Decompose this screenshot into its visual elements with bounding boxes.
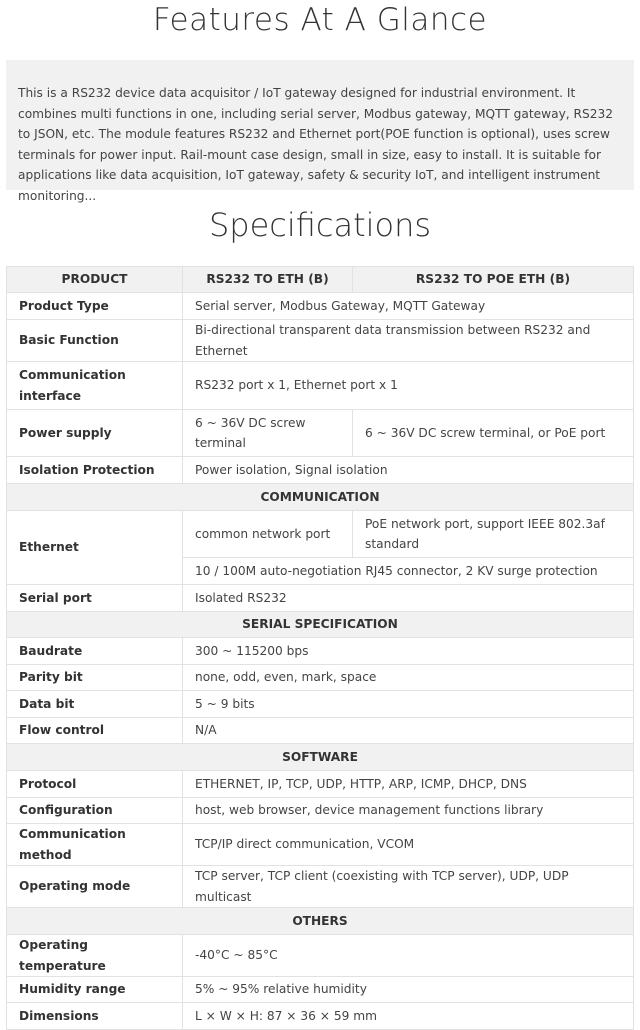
table-row <box>7 866 634 908</box>
row-value: ETHERNET, IP, TCP, UDP, HTTP, ARP, ICMP, DHCP, DNS <box>183 771 634 798</box>
section-label: SERIAL SPECIFICATION <box>7 612 634 638</box>
row-value: Serial server, Modbus Gateway, MQTT Gateway <box>183 293 634 320</box>
table-row <box>7 935 634 977</box>
intro-text: This is a RS232 device data acquisitor / IoT gateway designed for industrial environment. It combines multi functions in one, including serial server, Modbus gateway, MQTT gateway, RS232 to JSON, etc. The module features RS232 and Ethernet port(POE function is optional), uses screw terminals for power input. Rail-mount case design, small in size, easy to install. It is suitable for applications like data acquisition, IoT gateway, safety & security IoT, and intelligent instrument monitoring... <box>6 60 634 190</box>
row-value: 10 / 100M auto-negotiation RJ45 connector, 2 KV surge protection <box>183 558 634 585</box>
row-label: Humidity range <box>7 977 183 1003</box>
row-value: TCP/IP direct communication, VCOM <box>183 824 634 866</box>
row-value: 5% ~ 95% relative humidity <box>183 977 634 1003</box>
row-label: Operating mode <box>7 866 183 908</box>
row-label: Protocol <box>7 771 183 798</box>
table-row <box>7 691 634 718</box>
table-row <box>7 771 634 798</box>
row-label: Isolation Protection <box>7 457 183 484</box>
table-row <box>7 798 634 824</box>
row-label: Data bit <box>7 691 183 718</box>
table-row <box>7 1003 634 1030</box>
row-label: Dimensions <box>7 1003 183 1030</box>
row-value: host, web browser, device management functions library <box>183 798 634 824</box>
section-serial <box>7 612 634 638</box>
row-value: RS232 port x 1, Ethernet port x 1 <box>183 362 634 410</box>
table-row <box>7 410 634 457</box>
row-value-poe: PoE network port, support IEEE 802.3af standard <box>353 511 634 558</box>
specifications-title: Specifications <box>208 206 432 244</box>
header-poe: RS232 TO POE ETH (B) <box>353 267 634 293</box>
row-value-poe: 6 ~ 36V DC screw terminal, or PoE port <box>353 410 634 457</box>
row-value: 5 ~ 9 bits <box>183 691 634 718</box>
row-label: Parity bit <box>7 665 183 691</box>
spec-table <box>6 266 634 1030</box>
section-label: COMMUNICATION <box>7 484 634 511</box>
row-value: none, odd, even, mark, space <box>183 665 634 691</box>
row-label: Operating temperature <box>7 935 183 977</box>
row-label: Serial port <box>7 585 183 612</box>
section-label: OTHERS <box>7 908 634 935</box>
row-value: 300 ~ 115200 bps <box>183 638 634 665</box>
table-row <box>7 585 634 612</box>
table-row <box>7 977 634 1003</box>
table-row <box>7 457 634 484</box>
table-row <box>7 824 634 866</box>
section-communication <box>7 484 634 511</box>
table-row <box>7 293 634 320</box>
row-value: -40°C ~ 85°C <box>183 935 634 977</box>
row-label: Ethernet <box>7 511 183 585</box>
row-label: Communication interface <box>7 362 183 410</box>
row-label: Communication method <box>7 824 183 866</box>
table-row <box>7 362 634 410</box>
header-eth: RS232 TO ETH (B) <box>183 267 353 293</box>
section-others <box>7 908 634 935</box>
row-value-eth: 6 ~ 36V DC screw terminal <box>183 410 353 457</box>
row-value: N/A <box>183 718 634 744</box>
row-value: Power isolation, Signal isolation <box>183 457 634 484</box>
row-label: Power supply <box>7 410 183 457</box>
row-label: Flow control <box>7 718 183 744</box>
row-label: Baudrate <box>7 638 183 665</box>
table-row <box>7 511 634 558</box>
row-label: Configuration <box>7 798 183 824</box>
row-value: TCP server, TCP client (coexisting with TCP server), UDP, UDP multicast <box>183 866 634 908</box>
table-row <box>7 718 634 744</box>
row-label: Basic Function <box>7 320 183 362</box>
header-product: PRODUCT <box>7 267 183 293</box>
section-software <box>7 744 634 771</box>
row-value-eth: common network port <box>183 511 353 558</box>
row-value: Bi-directional transparent data transmission between RS232 and Ethernet <box>183 320 634 362</box>
row-label: Product Type <box>7 293 183 320</box>
table-row <box>7 665 634 691</box>
row-value: L × W × H: 87 × 36 × 59 mm <box>183 1003 634 1030</box>
row-value: Isolated RS232 <box>183 585 634 612</box>
table-header <box>7 267 634 293</box>
table-row <box>7 638 634 665</box>
features-title: Features At A Glance <box>152 2 488 38</box>
table-row <box>7 320 634 362</box>
section-label: SOFTWARE <box>7 744 634 771</box>
